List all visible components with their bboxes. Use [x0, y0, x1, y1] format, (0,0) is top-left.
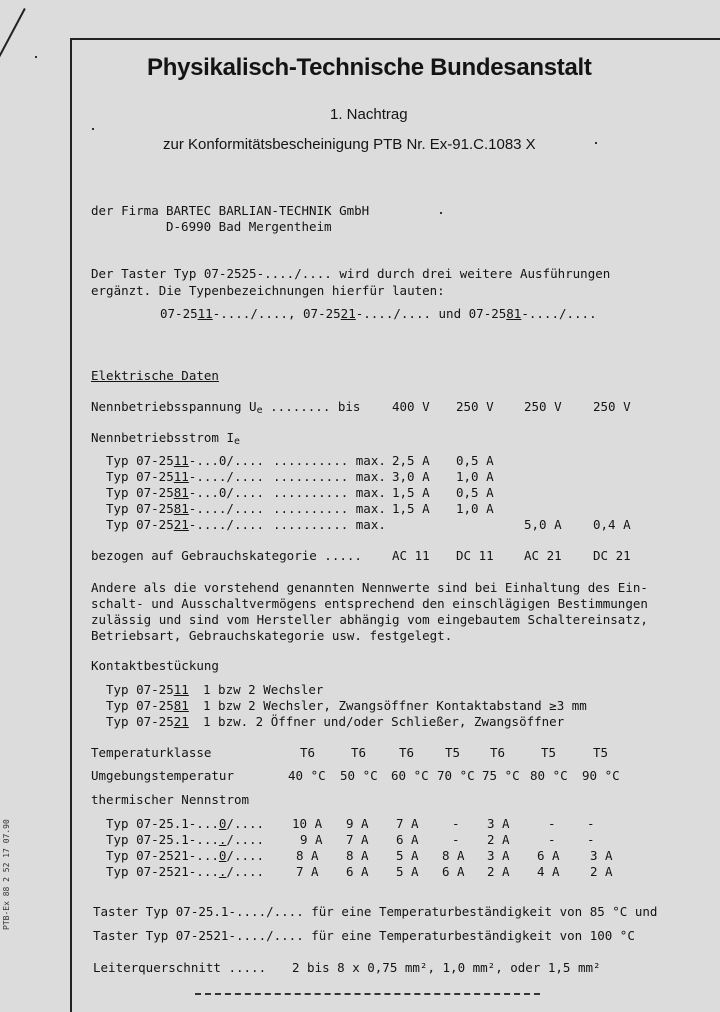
- conductor-value: 2 bis 8 x 0,75 mm², 1,0 mm², oder 1,5 mm²: [292, 960, 601, 975]
- temp-class: T6: [399, 745, 415, 760]
- category-label: bezogen auf Gebrauchskategorie .....: [91, 548, 362, 563]
- side-reference-code: PTB-Ex 88 2 52 17 07.90: [2, 819, 11, 930]
- paragraph-line-4: Betriebsart, Gebrauchskategorie usw. festgelegt.: [91, 628, 453, 643]
- firm-prefix: der Firma: [91, 203, 159, 218]
- contact-desc: 1 bzw. 2 Öffner und/oder Schließer, Zwangsöffner: [203, 714, 565, 729]
- category-col-1: AC 11: [392, 548, 430, 563]
- thermal-current-label: thermischer Nennstrom: [91, 792, 250, 807]
- contact-row: Typ 07-2521: [106, 714, 189, 729]
- ambient-label: Umgebungstemperatur: [91, 768, 234, 783]
- ambient-temp: 70 °C: [437, 768, 475, 783]
- supplement-number: 1. Nachtrag: [330, 106, 408, 123]
- paragraph-line-2: schalt- und Ausschaltvermögens entsprechend den einschlägigen Bestimmungen: [91, 596, 648, 611]
- contacts-heading: Kontaktbestückung: [91, 658, 219, 673]
- contact-desc: 1 bzw 2 Wechsler: [203, 682, 324, 697]
- ambient-temp: 50 °C: [340, 768, 378, 783]
- ambient-temp: 75 °C: [482, 768, 520, 783]
- frame-left-rule: [70, 38, 72, 1012]
- speck: [92, 128, 94, 130]
- page-title: Physikalisch-Technische Bundesanstalt: [147, 54, 592, 81]
- document-page: Physikalisch-Technische Bundesanstalt 1. Nachtrag zur Konformitätsbescheinigung PTB Nr. Ex-91.C.1083 X der Firma BARTEC BARLIAN-TECHNIK GmbH D-6990 Bad Mergentheim Der Taster Typ 07-2525-..../.... wird durch drei weitere Ausführungen ergänzt. Die Typenbezeichnungen hierfür lauten: 07-2511-..../...., 07-2521-..../.... und 07-2581-..../.... Elektrische Daten Nennbetriebsspannung $U_e$ ........ bis 400 V 250 V 250 V 250 V Nennbetriebsstrom $I_e$ Typ 07-2511-...0/.... .......... max. 2,5 A 0,5 A Typ 07-2511-..../.... .......... max. 3,0 A 1,0 A Typ 07-2581-...0/.... .......... max. 1,5 A 0,5 A Typ 07-2581-..../.... .......... max. 1,5 A 1,0 A Typ 07-2521-..../.... .......... max. 5,0 A 0,4 A bezogen auf Gebrauchskategorie ..... AC 11 DC 11 AC 21 DC 21 Andere als die vorstehend genannten Nennwerte sind bei Einhaltung des Ein- schalt- und Ausschaltvermögens entsprechend den einschlägigen Bestimmungen zulässig und sind vom Hersteller abhängig vom eingebautem Schaltereinsatz, Betriebsart, Gebrauchskategorie usw. festgelegt. Kontaktbestückung Typ 07-2511 1 bzw 2 Wechsler Typ 07-2581 1 bzw 2 Wechsler, Zwangsöffner Kontaktabstand ≥3 mm Typ 07-2521 1 bzw. 2 Öffner und/oder Schließer, Zwangsöffner Temperaturklasse T6 T6 T6 T5 T6 T5 T5 Umgebungstemperatur 40 °C 50 °C 60 °C 70 °C 75 °C 80 °C 90 °C thermischer Nennstrom Typ 07-25.1-...0/.... 10 A 9 A 7 A - 3 A - - Typ 07-25.1-..../.... 9 A 7 A 6 A - 2 A - - Typ 07-2521-...0/.... 8 A 8 A 5 A 8 A 3 A 6 A 3 A Typ 07-2521-..../.... 7 A 6 A 5 A 6 A 2 A 4 A 2 A Taster Typ 07-25.1-..../.... für eine Temperaturbeständigkeit von 85 °C und Taster Typ 07-2521-..../.... für eine Temperaturbeständigkeit von 100 °C Leiterquerschnitt ..... 2 bis 8 x 0,75 mm², 1,0 mm², oder 1,5 mm² PTB-Ex 88 2 52 17 07.90: [0, 0, 720, 1012]
- category-col-4: DC 21: [593, 548, 631, 563]
- speck: [35, 56, 37, 58]
- contact-desc: 1 bzw 2 Wechsler, Zwangsöffner Kontaktabstand ≥3 mm: [203, 698, 587, 713]
- type-list: 07-2511-..../...., 07-2521-..../.... und 07-2581-..../....: [160, 306, 597, 321]
- conductor-label: Leiterquerschnitt .....: [93, 960, 267, 975]
- current-label: Nennbetriebsstrom $I_e$: [91, 430, 241, 447]
- ambient-temp: 80 °C: [530, 768, 568, 783]
- firm-name: BARTEC BARLIAN-TECHNIK GmbH: [166, 203, 370, 218]
- contact-row: Typ 07-2511: [106, 682, 189, 697]
- temp-class: T6: [300, 745, 316, 760]
- category-col-3: AC 21: [524, 548, 562, 563]
- ambient-temp: 90 °C: [582, 768, 620, 783]
- intro-line-1: Der Taster Typ 07-2525-..../.... wird durch drei weitere Ausführungen: [91, 266, 611, 281]
- ambient-temp: 60 °C: [391, 768, 429, 783]
- contact-row: Typ 07-2581: [106, 698, 189, 713]
- frame-top-rule: [70, 38, 720, 40]
- voltage-label: Nennbetriebsspannung $U_e$ ........ bis: [91, 399, 361, 416]
- paragraph-line-1: Andere als die vorstehend genannten Nennwerte sind bei Einhaltung des Ein-: [91, 580, 648, 595]
- certificate-reference: zur Konformitätsbescheinigung PTB Nr. Ex-91.C.1083 X: [163, 136, 536, 153]
- firm-address: D-6990 Bad Mergentheim: [166, 219, 332, 234]
- temp-class-label: Temperaturklasse: [91, 745, 212, 760]
- taster-line-2: Taster Typ 07-2521-..../.... für eine Temperaturbeständigkeit von 100 °C: [93, 928, 635, 943]
- taster-line-1: Taster Typ 07-25.1-..../.... für eine Temperaturbeständigkeit von 85 °C und: [93, 904, 658, 919]
- speck: [440, 212, 442, 214]
- paragraph-line-3: zulässig und sind vom Hersteller abhängig vom eingebautem Schaltereinsatz,: [91, 612, 648, 627]
- pen-mark: [0, 8, 26, 58]
- electrical-heading: Elektrische Daten: [91, 368, 219, 383]
- voltage-col-4: 250 V: [593, 399, 631, 414]
- voltage-col-1: 400 V: [392, 399, 430, 414]
- temp-class: T5: [593, 745, 609, 760]
- voltage-col-3: 250 V: [524, 399, 562, 414]
- ambient-temp: 40 °C: [288, 768, 326, 783]
- footer-dashed-rule: [195, 993, 540, 995]
- category-col-2: DC 11: [456, 548, 494, 563]
- voltage-col-2: 250 V: [456, 399, 494, 414]
- temp-class: T5: [445, 745, 461, 760]
- speck: [595, 142, 597, 144]
- temp-class: T5: [541, 745, 557, 760]
- temp-class: T6: [490, 745, 506, 760]
- intro-line-2: ergänzt. Die Typenbezeichnungen hierfür lauten:: [91, 283, 445, 298]
- temp-class: T6: [351, 745, 367, 760]
